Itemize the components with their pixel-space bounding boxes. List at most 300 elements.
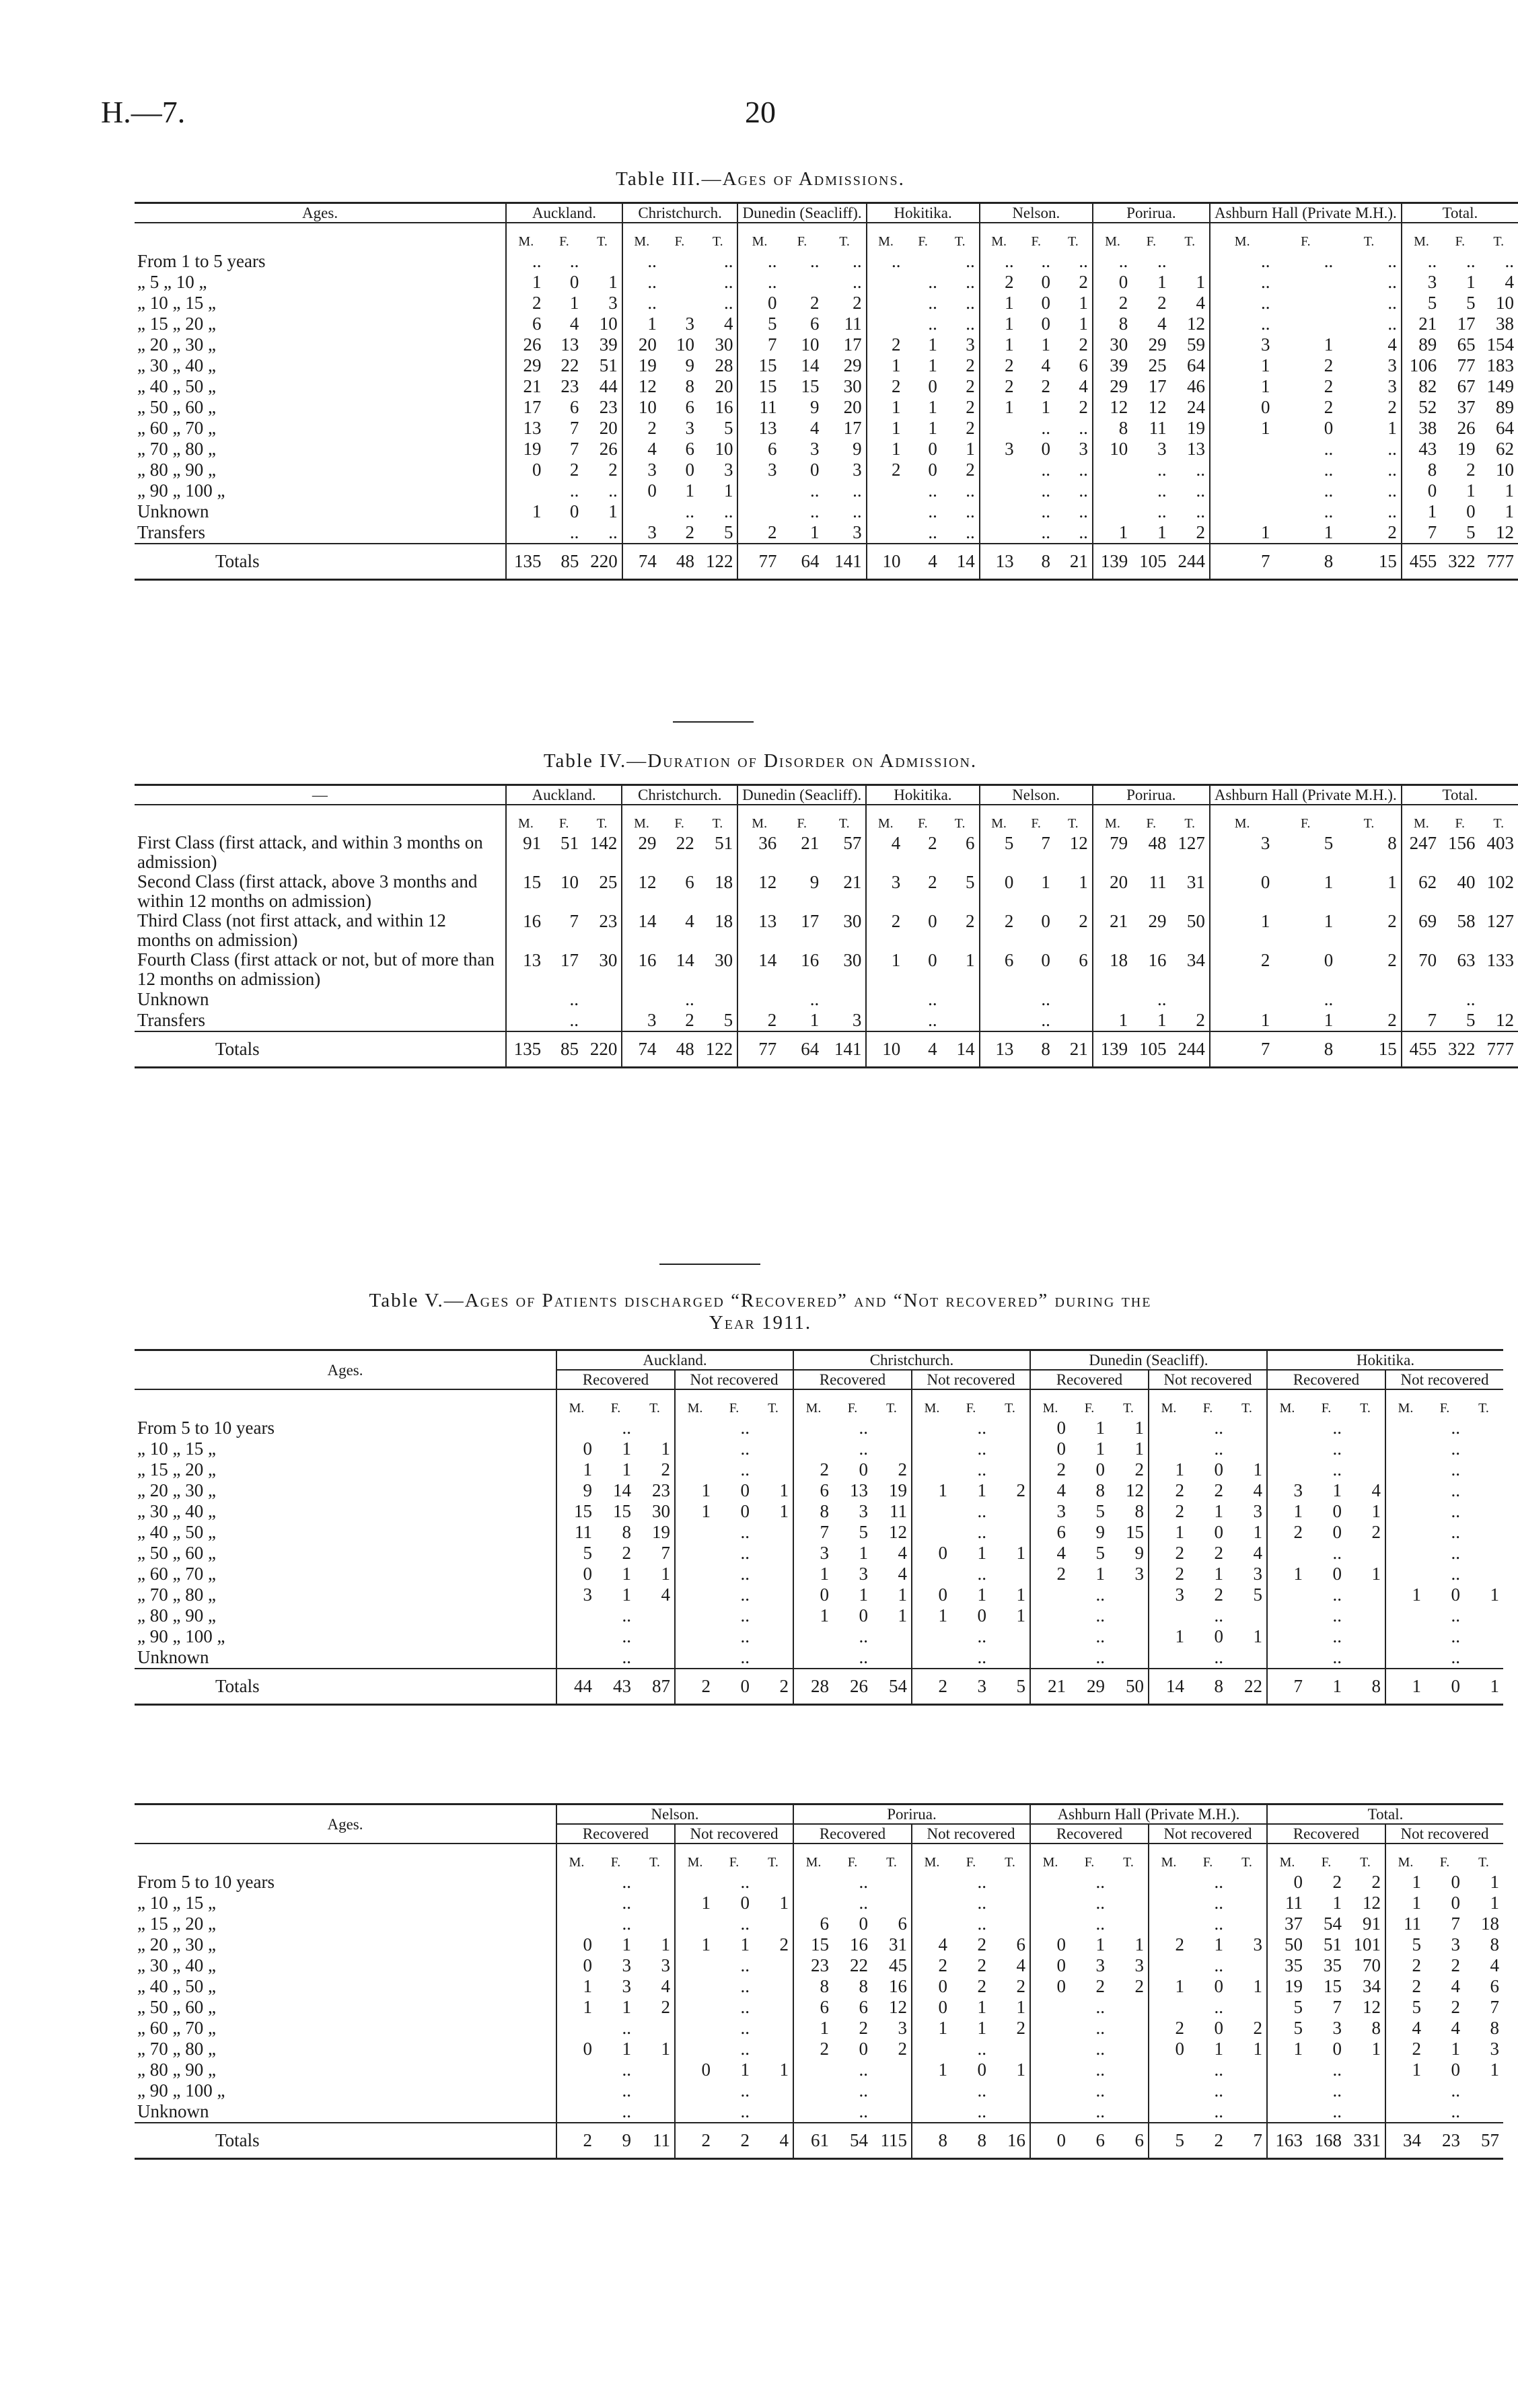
total-value: 115 xyxy=(872,2123,912,2159)
table3-ages-of-admissions xyxy=(135,202,1518,581)
cell-value: .. xyxy=(1041,989,1050,1009)
row-label: „ 70 „ 80 „ xyxy=(137,439,216,459)
cell-value: 70 xyxy=(1363,1955,1381,1975)
total-value: 21 xyxy=(1030,1669,1070,1705)
sex-label: T. xyxy=(649,1401,660,1416)
cell-value: 14 xyxy=(676,950,694,970)
cell-value: 29 xyxy=(622,833,660,872)
cell-value xyxy=(675,1626,715,1647)
cell-value: .. xyxy=(1332,1438,1342,1459)
cell-value xyxy=(675,1564,715,1584)
total-value: 322 xyxy=(1441,544,1479,580)
cell-value: 12 xyxy=(1496,522,1514,542)
cell-value xyxy=(1464,1543,1503,1564)
cell-value xyxy=(1464,2080,1503,2101)
table3-title-main: Ages of Admissions. xyxy=(722,168,905,190)
cell-value: 0 xyxy=(1093,272,1132,293)
sex-label: T. xyxy=(1360,1401,1371,1416)
cell-value: .. xyxy=(1210,251,1274,272)
sex-label: F. xyxy=(1439,1401,1450,1416)
cell-value: 1 xyxy=(1324,334,1334,355)
cell-value xyxy=(556,1647,596,1669)
cell-value: 6 xyxy=(737,439,781,460)
cell-value xyxy=(675,1976,715,1997)
cell-value: 1 xyxy=(1134,1418,1144,1438)
cell-value: .. xyxy=(977,1626,986,1646)
cell-value xyxy=(1385,1647,1425,1669)
column-header-porirua: Porirua. xyxy=(1093,785,1210,805)
cell-value: 2 xyxy=(1149,1934,1188,1955)
cell-value: 1 xyxy=(556,1997,596,2018)
cell-value: 106 xyxy=(1402,355,1441,376)
cell-value: 2 xyxy=(810,293,820,313)
cell-value: .. xyxy=(1451,1418,1460,1438)
cell-value: 40 xyxy=(1457,872,1476,892)
cell-value: .. xyxy=(622,2080,631,2101)
cell-value: 0 xyxy=(556,1955,596,1976)
cell-value xyxy=(1149,1438,1188,1459)
cell-value xyxy=(1267,1647,1307,1669)
sex-label: M. xyxy=(1267,1389,1307,1418)
cell-value: 2 xyxy=(1030,1564,1070,1584)
cell-value: .. xyxy=(1214,2101,1223,2121)
cell-value: 2 xyxy=(1079,911,1088,931)
cell-value: 5 xyxy=(1385,1997,1425,2018)
cell-value xyxy=(1346,1438,1385,1459)
cell-value: 2 xyxy=(737,1010,781,1031)
total-value: 77 xyxy=(737,544,781,580)
cell-value: 1 xyxy=(569,293,579,313)
cell-value xyxy=(675,2101,715,2123)
cell-value xyxy=(754,1438,793,1459)
cell-value: 8 xyxy=(1402,460,1441,480)
cell-value: 0 xyxy=(675,2059,715,2080)
cell-value: 1 xyxy=(1157,522,1167,542)
cell-value xyxy=(754,1997,793,2018)
cell-value: 5 xyxy=(556,1543,596,1564)
sex-label: M. xyxy=(980,223,1018,251)
table-row xyxy=(135,1564,1503,1584)
cell-value: 5 xyxy=(1466,522,1476,542)
cell-value: 154 xyxy=(1486,334,1514,355)
cell-value xyxy=(1149,2101,1188,2123)
cell-value: .. xyxy=(859,1647,868,1667)
total-value: 105 xyxy=(1132,1031,1170,1068)
cell-value: 0 xyxy=(859,2039,868,2059)
cell-value: .. xyxy=(622,1626,631,1646)
cell-value xyxy=(1479,989,1518,1010)
cell-value: 0 xyxy=(859,1605,868,1626)
table-row xyxy=(135,460,1518,480)
cell-value: .. xyxy=(1041,480,1050,501)
cell-value: 30 xyxy=(843,950,862,970)
cell-value: 1 xyxy=(793,2018,833,2039)
cell-value: .. xyxy=(1324,480,1334,501)
cell-value: .. xyxy=(966,480,975,501)
cell-value xyxy=(1385,2101,1425,2123)
table4-title xyxy=(101,750,1420,772)
total-value: 4 xyxy=(904,1031,941,1068)
cell-value: 4 xyxy=(1196,293,1205,313)
stub-header: Ages. xyxy=(135,1350,556,1390)
cell-value: 133 xyxy=(1486,950,1514,970)
cell-value: 101 xyxy=(1353,1934,1381,1955)
cell-value: 0 xyxy=(912,1997,951,2018)
cell-value: 91 xyxy=(1363,1913,1381,1934)
cell-value xyxy=(1210,989,1274,1010)
sex-label: F. xyxy=(558,816,569,831)
cell-value: 15 xyxy=(801,376,820,396)
cell-value: 2 xyxy=(1214,1584,1223,1605)
cell-value xyxy=(980,501,1018,522)
table-row xyxy=(135,1522,1503,1543)
cell-value: 6 xyxy=(793,1480,833,1501)
cell-value: .. xyxy=(809,989,820,1009)
cell-value: .. xyxy=(977,1501,986,1521)
cell-value xyxy=(1149,1893,1188,1913)
cell-value: 2 xyxy=(853,293,862,313)
cell-value: 3 xyxy=(1267,1480,1307,1501)
total-value: 23 xyxy=(1425,2123,1464,2159)
cell-value: 5 xyxy=(1402,293,1441,314)
cell-value xyxy=(1346,1418,1385,1438)
cell-value: .. xyxy=(1093,251,1132,272)
cell-value xyxy=(1267,1438,1307,1459)
cell-value xyxy=(675,1438,715,1459)
total-value: 21 xyxy=(1054,1031,1093,1068)
cell-value: .. xyxy=(928,501,937,521)
total-value: 64 xyxy=(781,1031,823,1068)
cell-value xyxy=(556,1418,596,1438)
cell-value: 17 xyxy=(843,418,862,438)
cell-value: 6 xyxy=(966,833,975,853)
cell-value: 10 xyxy=(599,314,618,334)
cell-value: 5 xyxy=(1095,1501,1105,1521)
cell-value: 1 xyxy=(928,334,937,355)
cell-value: 7 xyxy=(1332,1997,1342,2017)
sex-label: F. xyxy=(674,816,684,831)
cell-value xyxy=(990,1913,1030,1934)
cell-value xyxy=(941,1010,980,1031)
cell-value xyxy=(698,989,737,1010)
cell-value: 1 xyxy=(1385,1893,1425,1913)
cell-value: 3 xyxy=(1134,1955,1144,1975)
total-value: 2 xyxy=(912,1669,951,1705)
cell-value: .. xyxy=(1079,460,1088,480)
cell-value: .. xyxy=(740,2080,750,2101)
cell-value: .. xyxy=(608,522,618,542)
total-value: 0 xyxy=(1030,2123,1070,2159)
cell-value: 0 xyxy=(740,1893,750,1913)
sex-label: M. xyxy=(675,1844,715,1872)
sex-label: F. xyxy=(847,1401,858,1416)
cell-value xyxy=(1030,1626,1070,1647)
cell-value: 39 xyxy=(599,334,618,355)
cell-value: 1 xyxy=(1253,1522,1262,1542)
cell-value: 0 xyxy=(1030,1438,1070,1459)
row-label: „ 90 „ 100 „ xyxy=(137,480,225,501)
cell-value: 1 xyxy=(1210,376,1274,397)
cell-value: .. xyxy=(977,1522,986,1542)
cell-value: 1 xyxy=(966,950,975,970)
cell-value: 0 xyxy=(912,1584,951,1605)
cell-value: 2 xyxy=(569,460,579,480)
cell-value: .. xyxy=(740,1522,750,1542)
cell-value: 0 xyxy=(928,439,937,459)
totals-row xyxy=(135,1031,1518,1068)
sex-label: M. xyxy=(1267,1844,1307,1872)
cell-value: 15 xyxy=(737,376,781,397)
cell-value: 7 xyxy=(737,334,781,355)
cell-value: 3 xyxy=(859,1564,868,1584)
total-value: 77 xyxy=(737,1031,781,1068)
cell-value xyxy=(1385,1501,1425,1522)
cell-value: 10 xyxy=(1496,460,1514,480)
cell-value: 1 xyxy=(556,1459,596,1480)
cell-value: 9 xyxy=(853,439,862,459)
row-label: Third Class (not first attack, and within 12 months on admission) xyxy=(137,910,446,950)
cell-value: .. xyxy=(740,1605,750,1626)
section-divider xyxy=(673,721,754,723)
cell-value: 2 xyxy=(912,1955,951,1976)
cell-value xyxy=(872,2101,912,2123)
cell-value xyxy=(754,1913,793,1934)
cell-value: 16 xyxy=(801,950,820,970)
cell-value: .. xyxy=(966,272,975,292)
cell-value: 34 xyxy=(1363,1976,1381,1996)
total-value: 322 xyxy=(1441,1031,1479,1068)
cell-value: .. xyxy=(1214,1647,1223,1667)
cell-value: 403 xyxy=(1486,833,1514,853)
sex-label: M. xyxy=(506,223,545,251)
cell-value xyxy=(1109,1872,1149,1893)
cell-value: 0 xyxy=(928,460,937,480)
cell-value: 2 xyxy=(1332,1872,1342,1892)
cell-value: .. xyxy=(1041,1010,1050,1030)
sex-label: M. xyxy=(556,1844,596,1872)
cell-value: 2 xyxy=(1079,397,1088,417)
cell-value: .. xyxy=(740,1564,750,1584)
cell-value: .. xyxy=(723,293,733,313)
cell-value: .. xyxy=(1041,460,1050,480)
cell-value: .. xyxy=(928,1010,937,1030)
cell-value: 17 xyxy=(1148,376,1167,396)
total-value: 34 xyxy=(1385,2123,1425,2159)
stub-spacer xyxy=(135,223,506,251)
table5-title-line2: Year 1911. xyxy=(709,1312,812,1334)
table5-part2-discharges xyxy=(135,1803,1503,2160)
table-row xyxy=(135,1438,1503,1459)
cell-value xyxy=(912,2039,951,2059)
cell-value: .. xyxy=(740,2101,750,2121)
cell-value: 1 xyxy=(1324,911,1334,931)
cell-value: 15 xyxy=(793,1934,833,1955)
table3-head xyxy=(135,203,1518,252)
cell-value: 5 xyxy=(966,872,975,892)
total-value: 5 xyxy=(1149,2123,1188,2159)
cell-value: 4 xyxy=(1079,376,1088,396)
cell-value: 21 xyxy=(1093,911,1132,950)
cell-value: 0 xyxy=(1332,1522,1342,1542)
row-label: Fourth Class (first attack or not, but of more than 12 months on admission) xyxy=(137,949,495,989)
cell-value: 1 xyxy=(912,1605,951,1626)
cell-value xyxy=(912,1522,951,1543)
cell-value: .. xyxy=(1095,1893,1105,1913)
cell-value: 1 xyxy=(622,1564,631,1584)
cell-value: 1 xyxy=(779,1480,789,1500)
sex-label: T. xyxy=(1493,816,1505,831)
cell-value: 29 xyxy=(1093,376,1132,397)
cell-value: 0 xyxy=(506,460,545,480)
total-value: 13 xyxy=(980,1031,1018,1068)
sex-label: M. xyxy=(912,1844,951,1872)
cell-value: .. xyxy=(569,251,579,271)
table-row xyxy=(135,1934,1503,1955)
cell-value xyxy=(912,1913,951,1934)
cell-value xyxy=(1346,2080,1385,2101)
cell-value xyxy=(980,522,1018,544)
stub-spacer xyxy=(135,1844,556,1872)
cell-value: 127 xyxy=(1178,833,1205,853)
table5-part1-body xyxy=(135,1418,1503,1705)
sex-label: T. xyxy=(1241,1401,1252,1416)
total-value: 4 xyxy=(904,544,941,580)
cell-value xyxy=(1227,1872,1267,1893)
cell-value: 4 xyxy=(622,439,661,460)
row-label: First Class (first attack, and within 3 months on admission) xyxy=(137,832,483,872)
institution-christchurch: Christchurch. xyxy=(793,1350,1030,1371)
cell-value: 6 xyxy=(569,397,579,417)
cell-value: .. xyxy=(740,1976,750,1996)
cell-value: .. xyxy=(1095,2039,1105,2059)
sex-label: T. xyxy=(1005,1401,1015,1416)
cell-value: 10 xyxy=(1093,439,1132,460)
sex-label: F. xyxy=(1202,1401,1213,1416)
cell-value: 4 xyxy=(661,1976,670,1996)
cell-value: 3 xyxy=(966,334,975,355)
cell-value xyxy=(941,989,980,1010)
cell-value: .. xyxy=(1332,2059,1342,2080)
table-row xyxy=(135,1480,1503,1501)
cell-value: 28 xyxy=(715,355,733,375)
cell-value: 1 xyxy=(1371,1501,1381,1521)
cell-value: 3 xyxy=(1402,272,1441,293)
cell-value: .. xyxy=(740,2039,750,2059)
cell-value xyxy=(1149,1913,1188,1934)
cell-value: 1 xyxy=(1387,418,1397,438)
cell-value xyxy=(990,1418,1030,1438)
cell-value: 62 xyxy=(1402,872,1441,911)
total-value: 15 xyxy=(1337,544,1402,580)
cell-value: 4 xyxy=(912,1934,951,1955)
cell-value: .. xyxy=(740,1584,750,1605)
cell-value: 16 xyxy=(715,397,733,417)
cell-value: .. xyxy=(810,251,820,271)
sex-label: T. xyxy=(839,234,850,249)
row-label: „ 60 „ 70 „ xyxy=(137,2018,216,2038)
cell-value: 31 xyxy=(1186,872,1205,892)
cell-value: .. xyxy=(1324,251,1334,271)
cell-value: .. xyxy=(977,1872,986,1892)
cell-value: 1 xyxy=(1267,1501,1307,1522)
table-row xyxy=(135,355,1518,376)
cell-value: 1 xyxy=(1490,2059,1499,2080)
cell-value: 2 xyxy=(685,522,695,542)
cell-value: .. xyxy=(977,1913,986,1934)
cell-value: .. xyxy=(853,480,862,501)
recovered-header: Recovered xyxy=(1267,1370,1385,1389)
cell-value: .. xyxy=(980,251,1018,272)
cell-value: 2 xyxy=(977,1955,986,1975)
cell-value: 5 xyxy=(737,314,781,334)
cell-value: 2 xyxy=(1214,1543,1223,1563)
cell-value: 2 xyxy=(977,1934,986,1955)
total-value: 74 xyxy=(622,1031,660,1068)
cell-value: 0 xyxy=(928,950,937,970)
cell-value: 2 xyxy=(1149,1543,1188,1564)
cell-value xyxy=(1030,1872,1070,1893)
cell-value: .. xyxy=(506,251,545,272)
cell-value: .. xyxy=(1324,501,1334,521)
cell-value: .. xyxy=(928,989,937,1009)
cell-value: 1 xyxy=(740,1934,750,1955)
cell-value: 2 xyxy=(867,460,905,480)
cell-value: 1 xyxy=(1016,1584,1025,1605)
cell-value: .. xyxy=(622,1913,631,1934)
cell-value xyxy=(1210,439,1274,460)
cell-value: 1 xyxy=(1324,872,1334,892)
recovered-header: Recovered xyxy=(1030,1824,1149,1844)
cell-value xyxy=(866,1010,904,1031)
cell-value: 2 xyxy=(1387,397,1397,417)
total-value: 8 xyxy=(1188,1669,1227,1705)
cell-value: 2 xyxy=(966,460,975,480)
total-value: 1 xyxy=(1385,1669,1425,1705)
cell-value: 1 xyxy=(977,1543,986,1563)
cell-value: 4 xyxy=(1505,272,1514,292)
cell-value: .. xyxy=(859,2101,868,2121)
cell-value: 70 xyxy=(1402,950,1441,989)
institution-ashburn-hall-private-m-h: Ashburn Hall (Private M.H.). xyxy=(1030,1804,1267,1825)
cell-value: 0 xyxy=(1214,1459,1223,1480)
cell-value xyxy=(872,1438,912,1459)
cell-value: 1 xyxy=(1210,355,1274,376)
cell-value: .. xyxy=(1157,480,1167,501)
cell-value: 9 xyxy=(1095,1522,1105,1542)
cell-value: 69 xyxy=(1402,911,1441,950)
sex-label: F. xyxy=(1031,816,1041,831)
cell-value: 1 xyxy=(977,1480,986,1500)
cell-value: 3 xyxy=(853,460,862,480)
cell-value xyxy=(583,1010,622,1031)
cell-value: 3 xyxy=(685,418,695,438)
cell-value: .. xyxy=(853,272,862,292)
stub-spacer xyxy=(135,805,506,833)
table5-title xyxy=(101,1290,1420,1334)
cell-value: 3 xyxy=(853,522,862,542)
cell-value: 0 xyxy=(1030,1934,1070,1955)
cell-value: 23 xyxy=(652,1480,670,1500)
cell-value xyxy=(1464,1605,1503,1626)
cell-value: 26 xyxy=(599,439,618,459)
row-label: „ 70 „ 80 „ xyxy=(137,1584,216,1605)
sex-label: F. xyxy=(729,1855,739,1870)
cell-value: 8 xyxy=(1093,314,1132,334)
cell-value: 1 xyxy=(1490,1872,1499,1892)
cell-value: 2 xyxy=(867,334,905,355)
cell-value: .. xyxy=(1214,1913,1223,1934)
cell-value: 5 xyxy=(1385,1934,1425,1955)
